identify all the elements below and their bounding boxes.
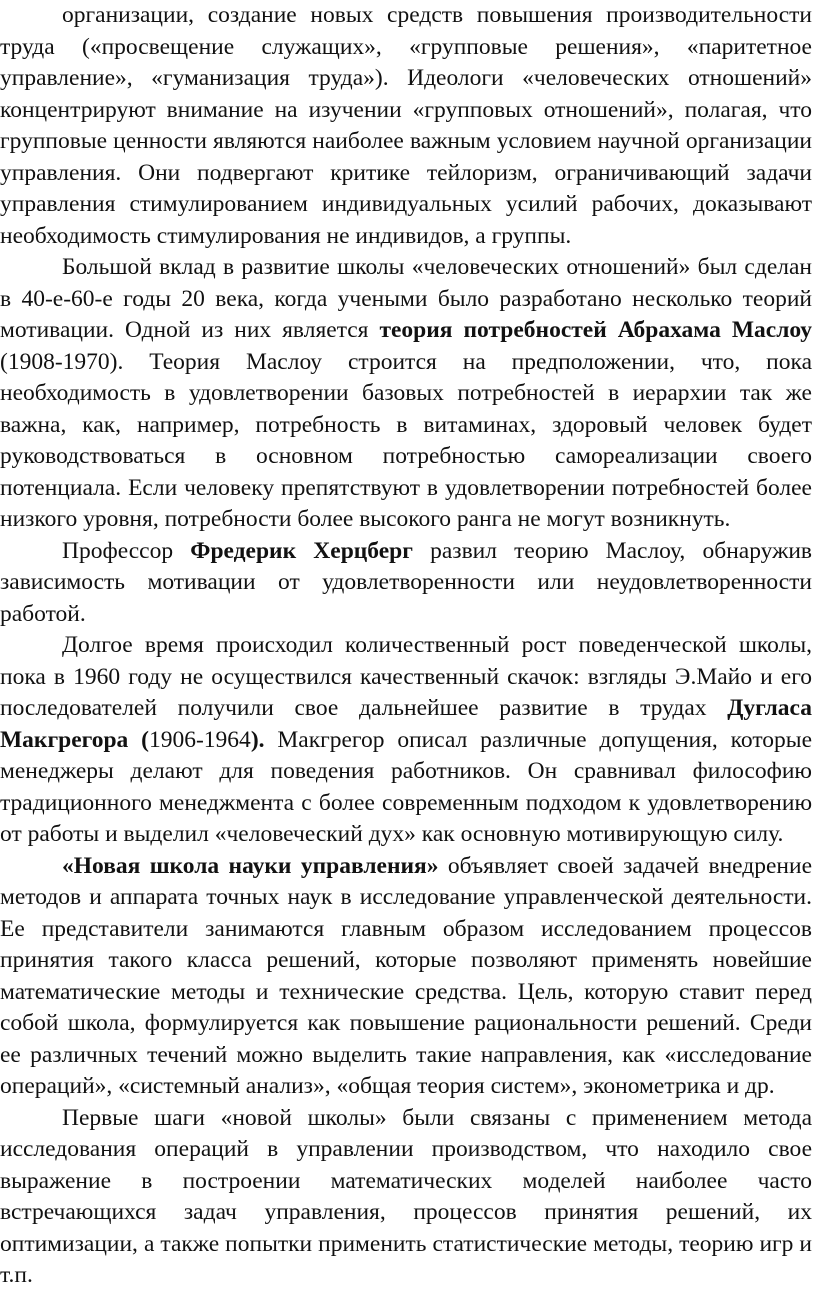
bold-term-new-school: «Новая школа науки управления» xyxy=(62,852,439,879)
paragraph-first-steps xyxy=(0,1103,812,1292)
text-segment: Большой вклад в развитие школы «человеческих отношений» был сделан в 40-е-60-е годы 20 века, когда учеными было разработано несколько теорий мотивации. Одной из них является xyxy=(0,254,812,343)
bold-punctuation: ). xyxy=(250,726,265,753)
text-segment: Первые шаги «новой школы» были связаны с применением метода исследования операций в управлении производством, что находило свое выражение в построении математических моделей наиболее часто встречающихся задач управления, процессов принятия решений, их оптимизации, а также попытки применить статистические методы, теорию игр и т.п. xyxy=(0,1104,812,1288)
paragraph-herzberg xyxy=(0,536,812,631)
text-segment: объявляет своей задачей внедрение методов и аппарата точных наук в исследование управленческой деятельности. Ее представители занимаются главным образом исследованием процессов принятия такого класса решений, которые позволяют применять новейшие математические методы и технические средства. Цель, которую ставит перед собой школа, формулируется как повышение рациональности решений. Среди ее различных течений можно выделить такие направления, как «исследование операций», «системный анализ», «общая теория систем», эконометрика и др. xyxy=(0,852,813,1099)
paragraph-maslow-theory xyxy=(0,252,812,536)
text-segment: 1906-1964 xyxy=(148,726,251,753)
paragraph-new-school xyxy=(0,851,812,1103)
text-segment: развил теорию Маслоу, обнаружив зависимость мотивации от удовлетворенности или неудовлетворенности работой. xyxy=(0,537,812,627)
text-segment: (1908-1970). Теория Маслоу строится на предположении, что, пока необходимость в удовлетворении базовых потребностей в иерархии так же важна, как, например, потребность в витаминах, здоровый человек будет руководствоваться в основном потребностью самореализации своего потенциала. Если человеку препятствуют в удовлетворении потребностей более низкого уровня, потребности более высокого ранга не могут возникнуть. xyxy=(0,348,812,532)
text-segment: Долгое время происходил количественный рост поведенческой школы, пока в 1960 году не осуществился качественный скачок: взгляды Э.Майо и его последователей получили свое дальнейшее развитие в трудах xyxy=(0,632,812,721)
paragraph-human-relations-ideology xyxy=(0,0,812,252)
paragraph-mcgregor xyxy=(0,630,812,851)
bold-term-mcgregor: Дугласа Макгрегора ( xyxy=(0,695,812,753)
text-segment: Макгрегор описал различные допущения, которые менеджеры делают для поведения работников. Он сравнивал философию традиционного менеджмента с более современным подходом к удовлетворению от работы и выделил «человеческий дух» как основную мотивирующую силу. xyxy=(0,726,813,847)
bold-term-maslow: теория потребностей Абрахама Маслоу xyxy=(379,317,812,343)
bold-term-herzberg: Фредерик Херцберг xyxy=(190,537,413,564)
text-segment: Профессор xyxy=(62,537,191,564)
text-segment: организации, создание новых средств повышения производительности труда («просвещение служащих», «групповые решения», «паритетное управление», «гуманизация труда»). Идеологи «человеческих отношений» концентрируют внимание на изучении «групповых отношений», полагая, что групповые ценности являются наиболее важным условием научной организации управления. Они подвергают критике тейлоризм, ограничивающий задачи управления стимулированием индивидуальных усилий рабочих, доказывают необходимость стимулирования не индивидов, а группы. xyxy=(0,2,812,249)
